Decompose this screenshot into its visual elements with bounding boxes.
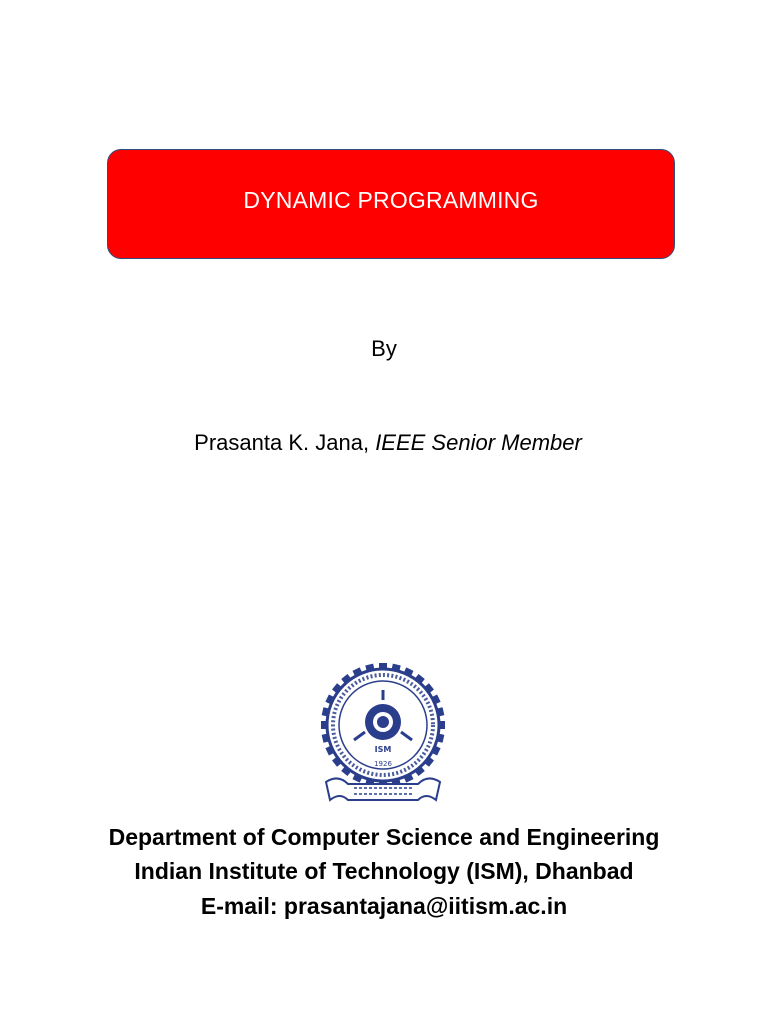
title-banner: [107, 149, 675, 259]
emblem-year: 1926: [374, 760, 392, 768]
iit-ism-emblem-icon: [318, 660, 448, 808]
department-line: Department of Computer Science and Engineering: [108, 824, 660, 850]
author-role: IEEE Senior Member: [375, 430, 582, 455]
document-title: DYNAMIC PROGRAMMING: [243, 186, 539, 213]
email-line: E-mail: prasantajana@iitism.ac.in: [200, 893, 568, 919]
author-line: [4, 430, 768, 456]
by-label: By: [371, 336, 397, 361]
author-name: Prasanta K. Jana,: [194, 430, 370, 455]
institute-line: Indian Institute of Technology (ISM), Dhanbad: [134, 858, 634, 884]
emblem-ism-text: ISM: [374, 745, 392, 754]
